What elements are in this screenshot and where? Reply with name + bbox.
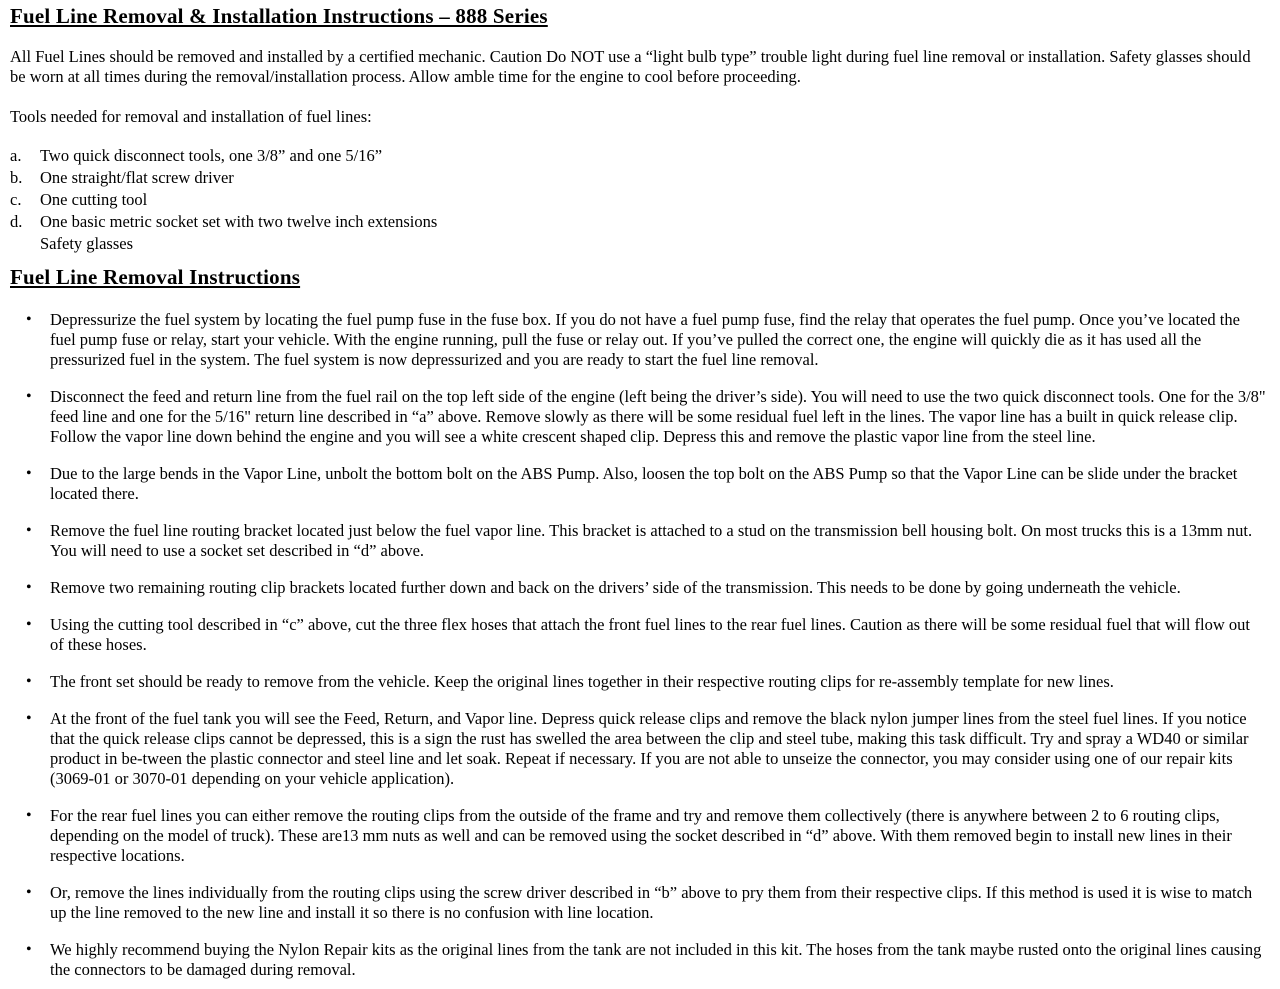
step-item: • Using the cutting tool described in “c” above, cut the three flex hoses that attach the front fuel lines to the rear fuel lines. Caution as there will be some residual fuel that will flow out of these hoses.	[32, 615, 1266, 655]
intro-paragraph: All Fuel Lines should be removed and installed by a certified mechanic. Caution Do NOT use a “light bulb type” trouble light during fuel line removal or installation. Safety glasses should be worn at all times during the removal/installation process. Allow amble time for the engine to cool before proceeding.	[10, 47, 1251, 86]
step-item: • Disconnect the feed and return line from the fuel rail on the top left side of the engine (left being the driver’s side). You will need to use the two quick disconnect tools. One for the 3/8" feed line and one for the 5/16" return line described in “a” above. Remove slowly as there will be some residual fuel left in the lines. The vapor line has a built in quick release clip. Follow the vapor line down behind the engine and you will see a white crescent shaped clip. Depress this and remove the plastic vapor line from the steel line.	[32, 387, 1266, 447]
tool-item-a	[10, 145, 1266, 167]
tools-heading: Tools needed for removal and installation of fuel lines:	[10, 107, 372, 126]
step-item: • For the rear fuel lines you can either remove the routing clips from the outside of the frame and try and remove them collectively (there is anywhere between 2 to 6 routing clips, depending on the model of truck). These are13 mm nuts as well and can be removed using the socket described in “d” above. With them removed begin to install new lines in their respective locations.	[32, 806, 1266, 866]
tool-item-d	[10, 211, 1266, 233]
step-item: • We highly recommend buying the Nylon Repair kits as the original lines from the tank are not included in this kit. The hoses from the tank maybe rusted onto the original lines causing the connectors to be damaged during removal.	[32, 940, 1266, 980]
tool-text: One cutting tool	[40, 190, 148, 209]
removal-steps-list	[10, 310, 1266, 980]
document-title: Fuel Line Removal & Installation Instructions – 888 Series	[10, 4, 548, 28]
step-item: • Or, remove the lines individually from the routing clips using the screw driver described in “b” above to pry them from their respective clips. If this method is used it is wise to match up the line removed to the new line and install it so there is no confusion with line location.	[32, 883, 1266, 923]
tool-text: One basic metric socket set with two twelve inch extensions	[40, 212, 438, 231]
section-heading: Fuel Line Removal Instructions	[10, 265, 301, 289]
tool-text: One straight/flat screw driver	[40, 168, 234, 187]
step-item: • At the front of the fuel tank you will see the Feed, Return, and Vapor line. Depress quick release clips and remove the black nylon jumper lines from the steel fuel lines. If you notice that the quick release clips cannot be depressed, this is a sign the rust has swelled the area between the clip and steel tube, making this task difficult. Try and spray a WD40 or similar product in be-tween the plastic connector and steel line and let soak. Repeat if necessary. If you are not able to unseize the connector, you may consider using one of our repair kits (3069-01 or 3070-01 depending on your vehicle application).	[32, 709, 1266, 789]
tool-marker: d.	[10, 212, 23, 231]
tool-marker: a.	[10, 146, 22, 165]
tool-marker: b.	[10, 168, 23, 187]
step-item: • Due to the large bends in the Vapor Line, unbolt the bottom bolt on the ABS Pump. Also, loosen the top bolt on the ABS Pump so that the Vapor Line can be slide under the bracket located there.	[32, 464, 1266, 504]
tool-marker: c.	[10, 190, 22, 209]
tool-item-c	[10, 189, 1266, 211]
step-item: • Remove two remaining routing clip brackets located further down and back on the drivers’ side of the transmission. This needs to be done by going underneath the vehicle.	[32, 578, 1266, 598]
step-item: • Remove the fuel line routing bracket located just below the fuel vapor line. This bracket is attached to a stud on the transmission bell housing bolt. On most trucks this is a 13mm nut. You will need to use a socket set described in “d” above.	[32, 521, 1266, 561]
step-item: • The front set should be ready to remove from the vehicle. Keep the original lines together in their respective routing clips for re-assembly template for new lines.	[32, 672, 1266, 692]
step-item: • Depressurize the fuel system by locating the fuel pump fuse in the fuse box. If you do not have a fuel pump fuse, find the relay that operates the fuel pump. Once you’ve located the fuel pump fuse or relay, start your vehicle. With the engine running, pull the fuse or relay out. If you’ve pulled the correct one, the engine will quickly die as it has used all the pressurized fuel in the system. The fuel system is now depressurized and you are ready to start the fuel line removal.	[32, 310, 1266, 370]
tool-text: Two quick disconnect tools, one 3/8” and one 5/16”	[40, 146, 383, 165]
tool-item-safety-glasses: Safety glasses	[40, 234, 134, 253]
tool-item-b	[10, 167, 1266, 189]
tools-list	[10, 145, 1266, 255]
